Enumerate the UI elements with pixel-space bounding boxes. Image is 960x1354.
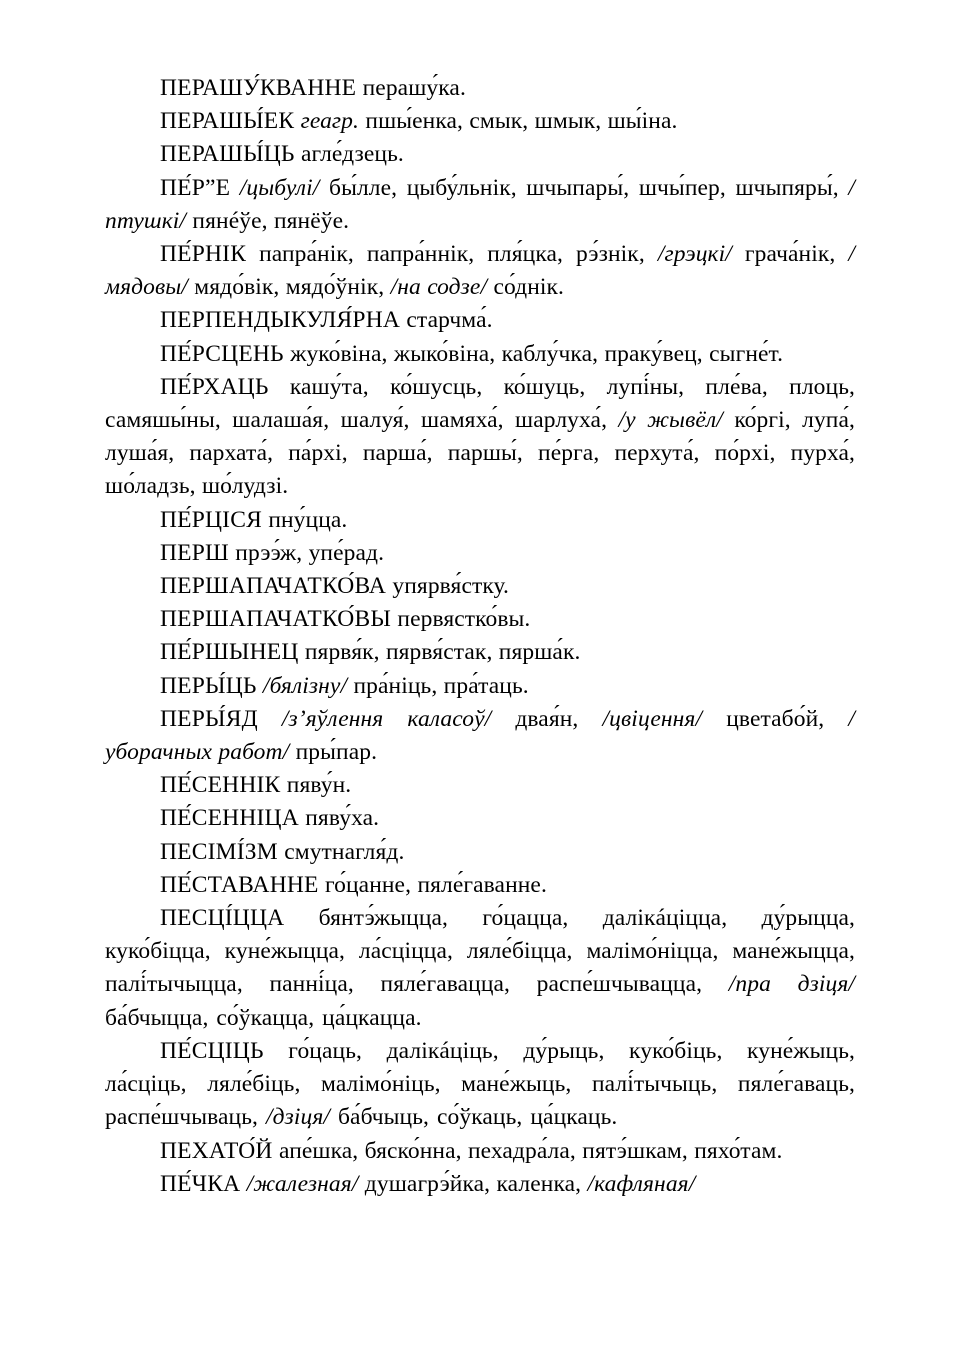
entry-gloss: /уборачных работ/	[105, 705, 855, 766]
dictionary-entry	[105, 703, 855, 769]
entry-body: бянтэ́жыцца, го́цацца, далікáцiцца, ду́рыцца, куко́біцца, куне́жыцца, ла́сціцца, ляле́біцца, малімо́ніцца, мане́жыцца, палі́тычыцца, панні́ца, пяле́гавацца, распе́шчывацца,	[105, 905, 855, 998]
headword: ПЕ́СЕННІК	[160, 772, 281, 799]
entry-body: перашу́ка.	[356, 75, 466, 101]
entry-body: кашу́та, ко́шусць, ко́шуць, лупі́ны, пле́ва, плоць, самяшы́ны, шалаша́я, шалуя́, шамяха́, шарлуха́,	[105, 373, 855, 434]
entry-body: пну́цца.	[261, 506, 348, 533]
dictionary-entry	[105, 869, 855, 902]
dictionary-entry	[105, 371, 855, 504]
text-column	[105, 72, 855, 1201]
entry-body: ба́бчыць, со́ўкаць, ца́цкаць.	[330, 1104, 618, 1131]
dictionary-entry	[105, 1135, 855, 1168]
dictionary-entry	[105, 836, 855, 869]
dictionary-entry	[105, 636, 855, 669]
entry-gloss: /пра дзіця/	[728, 971, 855, 998]
headword: ПЕРШ	[160, 539, 229, 566]
entry-gloss: /мядовы/	[105, 241, 855, 301]
dictionary-entry	[105, 537, 855, 570]
dictionary-entry	[105, 304, 855, 337]
entry-body: душагрэ́йка, каленка,	[358, 1170, 588, 1197]
headword: ПЕ́РСЦЕНЬ	[160, 340, 284, 367]
entry-body: го́цаць, далікáцiць, ду́рыць, куко́біць, куне́жыць, ла́сціць, ляле́біць, малімо́ніць, мане́жыць, палі́тычыць, пяле́гаваць, распе́шчываць,	[105, 1037, 855, 1131]
entry-gloss: /з’яўлення каласоў/	[257, 705, 492, 732]
headword: ПЕСЦІ́ЦЦА	[160, 905, 285, 932]
entry-body: ко́ргі, лупа́, луша́я, пархата́, па́рхі, парша́, паршы́, пе́рга, перхута́, по́рхі, пурха́, шо́ладзь, шо́лудзі.	[105, 407, 855, 500]
headword: ПЕРАШЫ́ЦЬ	[160, 141, 295, 168]
dictionary-entry	[105, 72, 855, 105]
entry-gloss: /жалезная/	[240, 1170, 359, 1197]
dictionary-entry	[105, 238, 855, 304]
entry-body: апе́шка, бяско́нна, пехадра́ла, пятэ́шкам, пяхо́там.	[272, 1137, 783, 1164]
entry-body: пярвя́к, пярвя́стак, пярша́к.	[298, 639, 581, 666]
headword: ПЕ́РХАЦЬ	[160, 373, 269, 400]
dictionary-entry	[105, 902, 855, 1035]
entry-body: пра́ніць, пра́таць.	[347, 672, 529, 699]
entry-body: первястко́вы.	[391, 606, 531, 633]
entry-gloss: /птушкі/	[105, 174, 856, 234]
headword: ПЕРШАПАЧАТКО́ВА	[160, 573, 387, 600]
entry-gloss: /грэцкі/	[657, 241, 732, 268]
entry-body: со́днік.	[487, 274, 565, 301]
headword: ПЕ́СЕННІЦА	[160, 805, 299, 832]
entry-body: грача́нік,	[731, 241, 849, 268]
entry-gloss: /бялізну/	[256, 672, 348, 699]
dictionary-entry	[105, 138, 855, 171]
entry-body: пяву́н.	[280, 772, 352, 799]
entry-body: пянéўе, пянёўе.	[186, 207, 350, 234]
entry-body: пяву́ха.	[298, 805, 380, 832]
dictionary-entry	[105, 504, 855, 537]
entry-gloss: /дзіця/	[265, 1104, 331, 1131]
dictionary-entry	[105, 802, 855, 835]
headword: ПЕРЫ́ЦЬ	[160, 672, 257, 699]
entry-body: папра́нік, папра́ннік, пля́цка, рэ́знік,	[246, 241, 658, 268]
dictionary-entry	[105, 670, 855, 703]
headword: ПЕРПЕНДЫКУЛЯ́РНА	[160, 307, 401, 334]
entry-body: бы́лле, цыбу́льнік, шчыпары́, шчы́пер, шчыпяры́,	[319, 174, 849, 201]
entry-body: старчма́.	[400, 307, 493, 334]
dictionary-entry	[105, 570, 855, 603]
dictionary-entry	[105, 338, 855, 371]
entry-gloss: /цвіцення/	[602, 705, 703, 732]
entry-gloss: /кафляная/	[587, 1170, 696, 1197]
entry-body: упярвя́стку.	[386, 573, 510, 600]
entry-body: агле́дзець.	[294, 141, 404, 168]
dictionary-entry	[105, 769, 855, 802]
headword: ПЕХАТО́Й	[160, 1137, 273, 1164]
headword: ПЕ́РШЫНЕЦ	[160, 639, 299, 666]
headword: ПЕРШАПАЧАТКО́ВЫ	[160, 606, 392, 633]
entry-gloss: /цыбулі/	[230, 174, 320, 201]
entry-body: смутнагля́д.	[277, 838, 405, 865]
headword: ПЕ́ЧКА	[160, 1170, 241, 1197]
dictionary-entry	[105, 172, 855, 238]
dictionary-entry	[105, 1035, 855, 1135]
entry-body: пры́пар.	[289, 739, 378, 766]
entry-body: го́цанне, пяле́гаванне.	[318, 871, 547, 898]
headword: ПЕРАШЫ́ЕК	[160, 108, 295, 135]
headword: ПЕ́РНІК	[160, 241, 247, 268]
entry-body: прээ́ж, упе́рад.	[228, 539, 385, 566]
headword: ПЕРЫ́ЯД	[160, 705, 258, 732]
dictionary-entry	[105, 1168, 855, 1201]
entry-body: жуко́віна, жыко́віна, каблу́чка, праку́вец, сыгне́т.	[283, 340, 784, 367]
headword: ПЕ́РЦІСЯ	[160, 506, 262, 533]
entry-body: ба́бчыцца, со́ўкацца, ца́цкацца.	[105, 1004, 422, 1031]
dictionary-entry	[105, 603, 855, 636]
dictionary-entry	[105, 105, 855, 138]
entry-body: пшы́енка, смык, шмык, шы́іна.	[359, 108, 678, 135]
headword: ПЕРАШУ́КВАННЕ	[160, 75, 357, 101]
entry-label: геагр.	[294, 108, 360, 135]
headword: ПЕ́Р”Е	[160, 174, 231, 201]
headword: ПЕ́СТАВАННЕ	[160, 871, 319, 898]
entry-body: мядо́вік, мядо́ўнік,	[187, 274, 391, 301]
entry-body: цветабо́й,	[702, 705, 849, 732]
headword: ПЕСІМІ́ЗМ	[160, 838, 278, 865]
headword: ПЕ́СЦІЦЬ	[160, 1037, 264, 1064]
entry-gloss: /у жывёл/	[618, 407, 723, 434]
entry-gloss: /на содзе/	[390, 274, 488, 301]
entry-body: двая́н,	[491, 705, 603, 732]
